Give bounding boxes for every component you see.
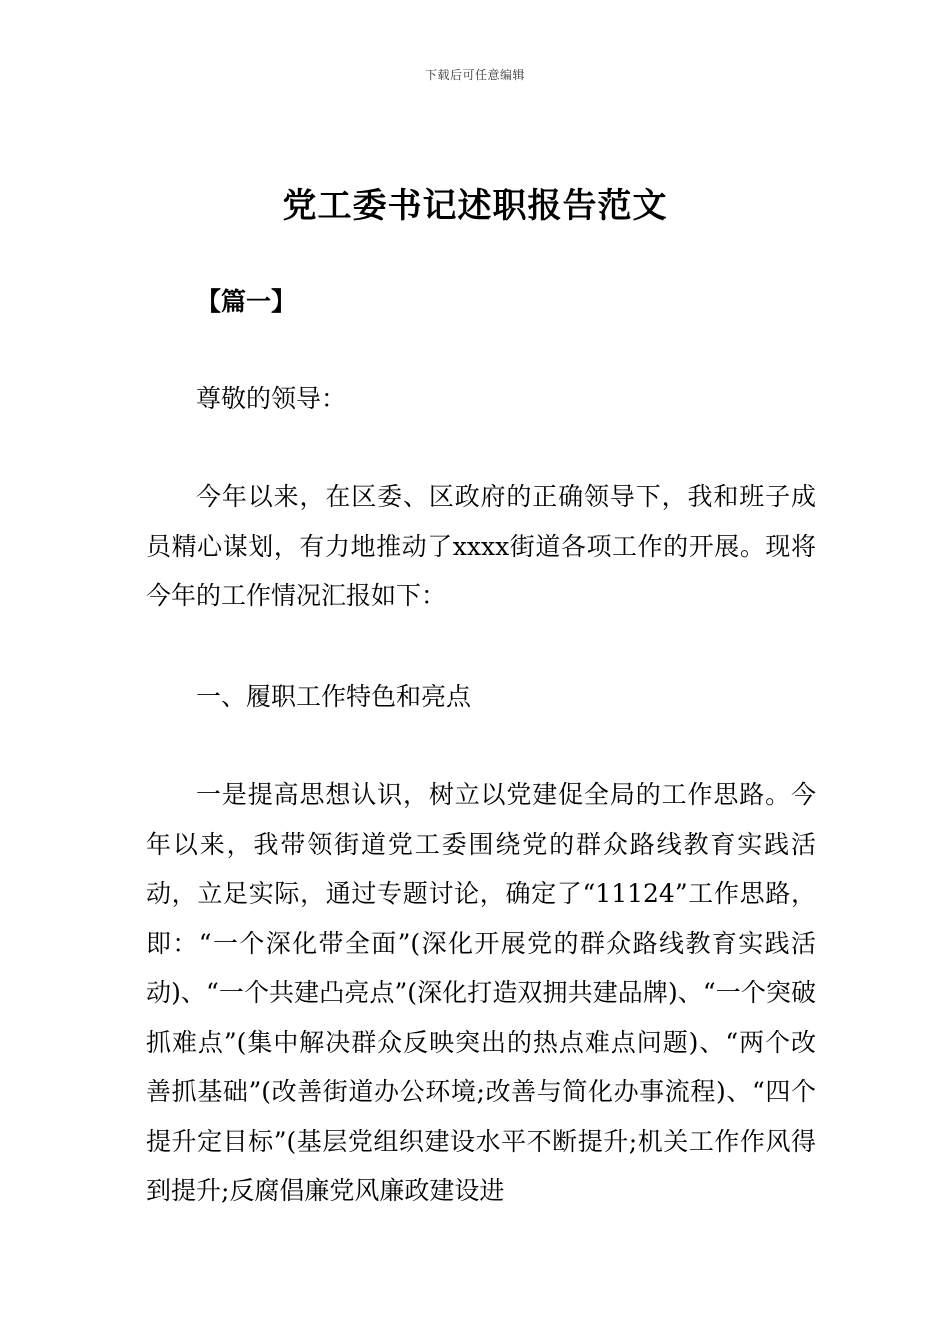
header-note: 下载后可任意编辑 [424, 68, 525, 82]
section-heading: 一、履职工作特色和亮点 [196, 682, 472, 711]
section-marker: 【篇一】 [196, 287, 297, 316]
document-title: 党工委书记述职报告范文 [282, 186, 668, 226]
salutation: 尊敬的领导： [196, 384, 347, 413]
body-paragraph: 一是提高思想认识，树立以党建促全局的工作思路。今年以来，我带领街道党工委围绕党的群众路线教育实践活动，立足实际，通过专题讨论，确定了“11124”工作思路，即：“一个深化带全面”(深化开展党的群众路线教育实践活动)、“一个共建凸亮点”(深化打造双拥共建品牌)、“一个突破抓难点”(集中解决群众反映突出的热点难点问题)、“两个改善抓基础”(改善街道办公环境;改善与简化办事流程)、“四个提升定目标”(基层党组织建设水平不断提升;机关工作作风得到提升;反腐倡廉党风廉政建设进 [146, 780, 816, 1205]
intro-paragraph: 今年以来，在区委、区政府的正确领导下，我和班子成员精心谋划，有力地推动了xxxx街道各项工作的开展。现将今年的工作情况汇报如下： [146, 482, 816, 610]
